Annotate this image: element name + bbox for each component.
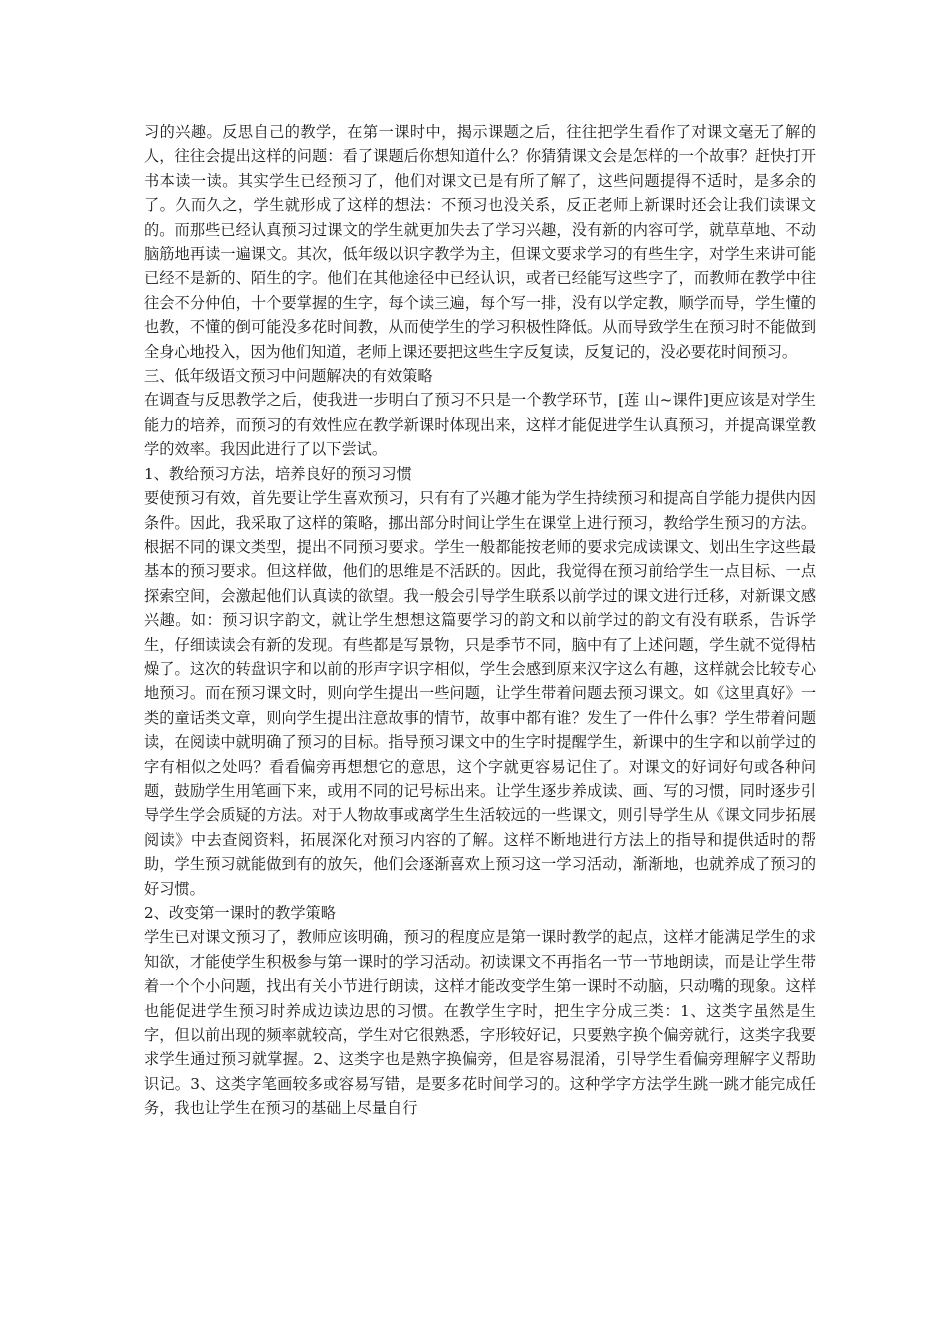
body-paragraph: 学生已对课文预习了，教师应该明确，预习的程度应是第一课时教学的起点，这样才能满足学生的求知欲，才能使学生积极参与第一课时的学习活动。初读课文不再指名一节一节地朗读，而是让学生带着一个个小问题，找出有关小节进行朗读，这样才能改变学生第一课时不动脑，只动嘴的现象。这样也能促进学生预习时养成边读边思的习惯。在教学生字时，把生字分成三类：1、这类字虽然是生字，但以前出现的频率就较高，学生对它很熟悉，字形较好记，只要熟字换个偏旁就行，这类字我要求学生通过预习就掌握。2、这类字也是熟字换偏旁，但是容易混淆，引导学生看偏旁理解字义帮助识记。3、这类字笔画较多或容易写错，是要多花时间学习的。这种学字方法学生跳一跳才能完成任务，我也让学生在预习的基础上尽量自行 [144,928,816,1118]
document-body [144,120,816,1121]
subsection-heading: 2、改变第一课时的教学策略 [144,904,336,922]
body-paragraph: 要使预习有效，首先要让学生喜欢预习，只有有了兴趣才能为学生持续预习和提高自学能力提供内因条件。因此，我采取了这样的策略，挪出部分时间让学生在课堂上进行预习，教给学生预习的方法。根据不同的课文类型，提出不同预习要求。学生一般都能按老师的要求完成读课文、划出生字这些最基本的预习要求。但这样做，他们的思维是不活跃的。因此，我觉得在预习前给学生一点目标、一点探索空间，会激起他们认真读的欲望。我一般会引导学生联系以前学过的课文进行迁移，对新课文感兴趣。如：预习识字韵文，就让学生想想这篇要学习的韵文和以前学过的韵文有没有联系，告诉学生，仔细读读会有新的发现。有些都是写景物，只是季节不同，脑中有了上述问题，学生就不觉得枯燥了。这次的转盘识字和以前的形声字识字相似，学生会感到原来汉字这么有趣，这样就会比较专心地预习。而在预习课文时，则向学生提出一些问题，让学生带着问题去预习课文。如《这里真好》一类的童话类文章，则向学生提出注意故事的情节，故事中都有谁？发生了一件什么事？学生带着问题读，在阅读中就明确了预习的目标。指导预习课文中的生字时提醒学生，新课中的生字和以前学过的字有相似之处吗？看看偏旁再想想它的意思，这个字就更容易记住了。对课文的好词好句或各种问题，鼓励学生用笔画下来，或用不同的记号标出来。让学生逐步养成读、画、写的习惯，同时逐步引导学生学会质疑的方法。对于人物故事或离学生生活较远的一些课文，则引导学生从《课文同步拓展阅读》中去查阅资料，拓展深化对预习内容的了解。这样不断地进行方法上的指导和提供适时的帮助，学生预习就能做到有的放矢，他们会逐渐喜欢上预习这一学习活动，渐渐地，也就养成了预习的好习惯。 [144,489,816,898]
body-paragraph: 习的兴趣。反思自己的教学，在第一课时中，揭示课题之后，往往把学生看作了对课文毫无了解的人，往往会提出这样的问题：看了课题后你想知道什么？你猜猜课文会是怎样的一个故事？赶快打开书本读一读。其实学生已经预习了，他们对课文已是有所了解了，这些问题提得不适时，是多余的了。久而久之，学生就形成了这样的想法：不预习也没关系，反正老师上新课时还会让我们读课文的。而那些已经认真预习过课文的学生就更加失去了学习兴趣，没有新的内容可学，就草草地、不动脑筋地再读一遍课文。其次，低年级以识字教学为主，但课文要求学习的有些生字，对学生来讲可能已经不是新的、陌生的字。他们在其他途径中已经认识，或者已经能写这些字了，而教师在教学中往往会不分仲伯，十个要掌握的生字，每个读三遍，每个写一排，没有以学定教，顺学而导，学生懂的也教，不懂的倒可能没多花时间教，从而使学生的学习积极性降低。从而导致学生在预习时不能做到全身心地投入，因为他们知道，老师上课还要把这些生字反复读，反复记的，没必要花时间预习。 [144,123,816,361]
section-heading: 三、低年级语文预习中问题解决的有效策略 [144,367,433,386]
subsection-heading: 1、教给预习方法，培养良好的预习习惯 [144,464,412,483]
body-paragraph: 在调查与反思教学之后，使我进一步明白了预习不只是一个教学环节，[莲 山~课件]更应该是对学生能力的培养，而预习的有效性应在教学新课时体现出来，这样才能促进学生认真预习，并提高课堂教学的效率。我因此进行了以下尝试。 [144,391,816,459]
